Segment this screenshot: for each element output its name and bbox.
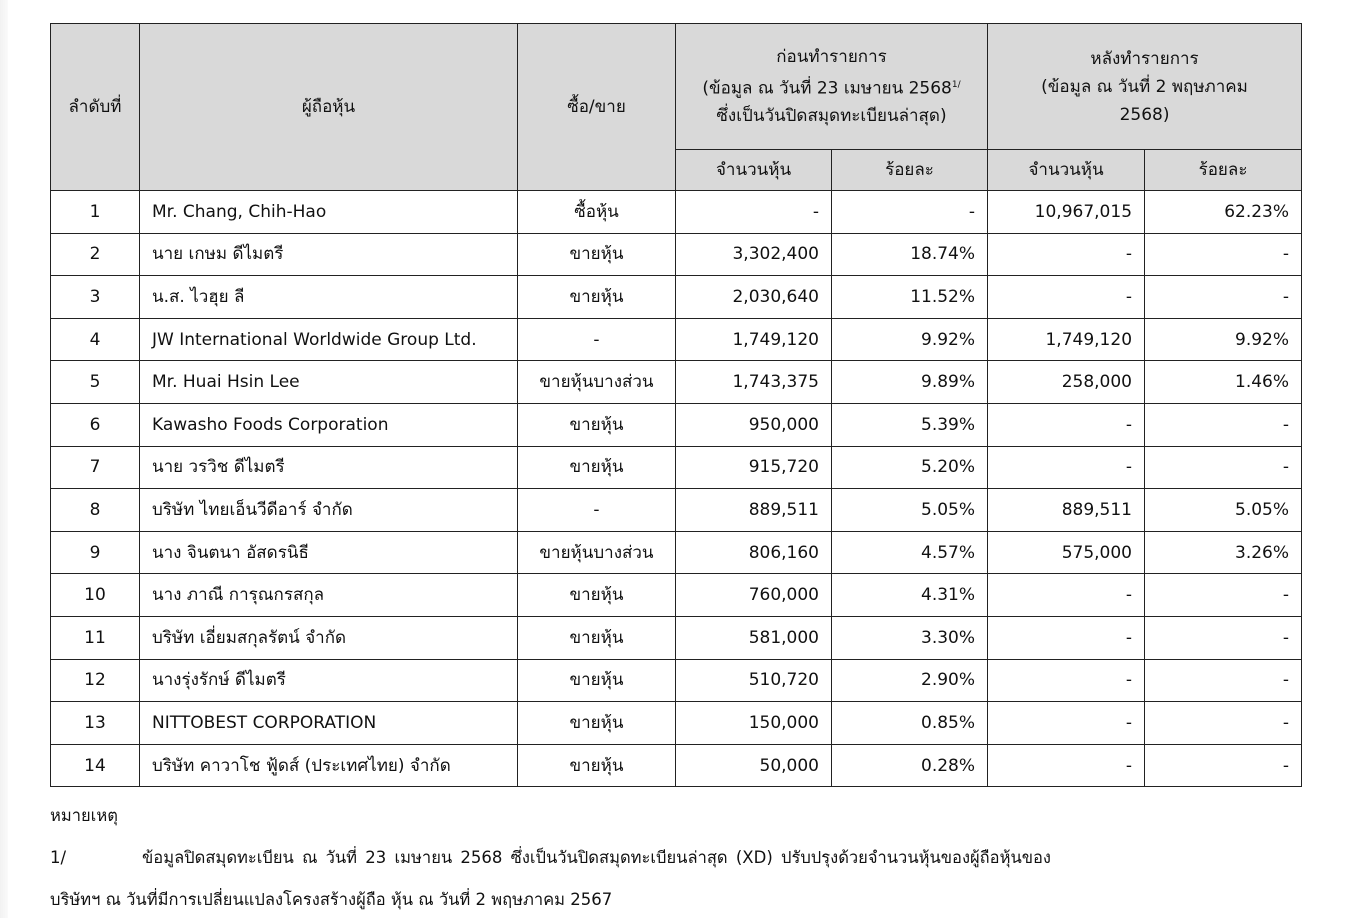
cell-rank: 6 (51, 403, 140, 446)
header-after-shares: จำนวนหุ้น (988, 150, 1145, 191)
cell-before-shares: 50,000 (676, 744, 832, 787)
shareholder-table (50, 23, 1302, 787)
cell-after-shares: 889,511 (988, 489, 1145, 532)
table-row (51, 361, 1302, 404)
header-holder: ผู้ถือหุ้น (140, 24, 518, 191)
header-before (676, 24, 988, 150)
footnote-mark: 1/ (951, 79, 961, 90)
header-before-percent: ร้อยละ (832, 150, 988, 191)
table-body (51, 191, 1302, 787)
cell-after-shares: - (988, 446, 1145, 489)
cell-after-shares: 258,000 (988, 361, 1145, 404)
cell-before-percent: 0.85% (832, 702, 988, 745)
cell-action: ขายหุ้น (518, 574, 676, 617)
cell-before-shares: 889,511 (676, 489, 832, 532)
cell-rank: 4 (51, 318, 140, 361)
cell-after-shares: - (988, 403, 1145, 446)
cell-rank: 13 (51, 702, 140, 745)
header-after-percent: ร้อยละ (1145, 150, 1302, 191)
cell-after-shares: 1,749,120 (988, 318, 1145, 361)
cell-after-percent: - (1145, 403, 1302, 446)
cell-before-percent: 5.20% (832, 446, 988, 489)
cell-holder: Mr. Huai Hsin Lee (140, 361, 518, 404)
cell-action: ขายหุ้น (518, 659, 676, 702)
header-after-line2: (ข้อมูล ณ วันที่ 2 พฤษภาคม (1041, 76, 1248, 97)
cell-action: ขายหุ้น (518, 403, 676, 446)
table-row (51, 446, 1302, 489)
cell-before-percent: 18.74% (832, 233, 988, 276)
table-row (51, 233, 1302, 276)
cell-action: ขายหุ้น (518, 702, 676, 745)
header-buy-sell: ซื้อ/ขาย (518, 24, 676, 191)
cell-after-percent: - (1145, 574, 1302, 617)
cell-holder: NITTOBEST CORPORATION (140, 702, 518, 745)
cell-before-percent: 9.92% (832, 318, 988, 361)
header-before-line1: ก่อนทำรายการ (776, 46, 887, 67)
cell-action: ซื้อหุ้น (518, 191, 676, 234)
cell-rank: 7 (51, 446, 140, 489)
cell-after-shares: - (988, 574, 1145, 617)
cell-before-shares: 950,000 (676, 403, 832, 446)
cell-action: - (518, 489, 676, 532)
footnote-text: ข้อมูลปิดสมุดทะเบียน ณ วันที่ 23 เมษายน 2568 ซึ่งเป็นวันปิดสมุดทะเบียนล่าสุด (XD) ปรับปรุงด้วยจำนวนหุ้นของผู้ถือหุ้นของ (142, 848, 1051, 867)
cell-after-percent: - (1145, 233, 1302, 276)
cell-holder: นาย วรวิช ดีไมตรี (140, 446, 518, 489)
cell-holder: นางรุ่งรักษ์ ดีไมตรี (140, 659, 518, 702)
table-row (51, 403, 1302, 446)
cell-before-shares: - (676, 191, 832, 234)
cell-action: - (518, 318, 676, 361)
table-row (51, 574, 1302, 617)
header-before-shares: จำนวนหุ้น (676, 150, 832, 191)
cell-before-percent: 2.90% (832, 659, 988, 702)
cell-after-percent: - (1145, 744, 1302, 787)
cell-after-shares: - (988, 276, 1145, 319)
table-row (51, 702, 1302, 745)
cell-before-shares: 915,720 (676, 446, 832, 489)
cell-holder: Kawasho Foods Corporation (140, 403, 518, 446)
cell-before-shares: 3,302,400 (676, 233, 832, 276)
table-row (51, 318, 1302, 361)
page-edge-shadow (0, 0, 8, 918)
cell-holder: Mr. Chang, Chih-Hao (140, 191, 518, 234)
cell-rank: 8 (51, 489, 140, 532)
cell-before-percent: 5.39% (832, 403, 988, 446)
cell-holder: JW International Worldwide Group Ltd. (140, 318, 518, 361)
cell-before-percent: 5.05% (832, 489, 988, 532)
cell-before-shares: 806,160 (676, 531, 832, 574)
header-before-date: (ข้อมูล ณ วันที่ 23 เมษายน 2568 (702, 78, 952, 99)
cell-after-shares: 10,967,015 (988, 191, 1145, 234)
cell-before-percent: 4.57% (832, 531, 988, 574)
cell-after-shares: - (988, 744, 1145, 787)
cell-after-shares: - (988, 233, 1145, 276)
cell-after-percent: - (1145, 616, 1302, 659)
cell-rank: 9 (51, 531, 140, 574)
cell-before-percent: 9.89% (832, 361, 988, 404)
header-after-line3: 2568) (1119, 104, 1170, 125)
cell-action: ขายหุ้น (518, 616, 676, 659)
cell-action: ขายหุ้น (518, 276, 676, 319)
cell-before-shares: 1,743,375 (676, 361, 832, 404)
cell-before-percent: 11.52% (832, 276, 988, 319)
cell-holder: นาง ภาณี การุณกรสกุล (140, 574, 518, 617)
cell-action: ขายหุ้นบางส่วน (518, 531, 676, 574)
cell-after-percent: 3.26% (1145, 531, 1302, 574)
cell-rank: 5 (51, 361, 140, 404)
cell-after-percent: 62.23% (1145, 191, 1302, 234)
cell-after-percent: - (1145, 276, 1302, 319)
cell-holder: นาง จินตนา อัสดรนิธี (140, 531, 518, 574)
cell-after-percent: - (1145, 446, 1302, 489)
table-row (51, 276, 1302, 319)
cell-rank: 14 (51, 744, 140, 787)
header-rank: ลำดับที่ (51, 24, 140, 191)
cell-before-percent: 4.31% (832, 574, 988, 617)
cell-rank: 12 (51, 659, 140, 702)
table-row (51, 531, 1302, 574)
table-row (51, 744, 1302, 787)
cell-rank: 3 (51, 276, 140, 319)
cell-after-percent: 9.92% (1145, 318, 1302, 361)
cell-holder: นาย เกษม ดีไมตรี (140, 233, 518, 276)
cell-after-percent: - (1145, 702, 1302, 745)
cell-holder: บริษัท คาวาโช ฟู้ดส์ (ประเทศไทย) จำกัด (140, 744, 518, 787)
cell-after-shares: - (988, 702, 1145, 745)
cell-before-percent: 3.30% (832, 616, 988, 659)
cell-action: ขายหุ้น (518, 233, 676, 276)
cell-before-percent: - (832, 191, 988, 234)
footnote-continued: บริษัทฯ ณ วันที่มีการเปลี่ยนแปลงโครงสร้างผู้ถือ หุ้น ณ วันที่ 2 พฤษภาคม 2567 (50, 890, 613, 909)
cell-holder: บริษัท เอี่ยมสกุลรัตน์ จำกัด (140, 616, 518, 659)
cell-before-shares: 760,000 (676, 574, 832, 617)
cell-before-shares: 2,030,640 (676, 276, 832, 319)
cell-action: ขายหุ้นบางส่วน (518, 361, 676, 404)
cell-before-percent: 0.28% (832, 744, 988, 787)
cell-after-shares: - (988, 616, 1145, 659)
header-before-line3: ซึ่งเป็นวันปิดสมุดทะเบียนล่าสุด) (716, 106, 947, 127)
cell-after-shares: - (988, 659, 1145, 702)
header-after (988, 24, 1302, 150)
table-row (51, 616, 1302, 659)
cell-before-shares: 581,000 (676, 616, 832, 659)
cell-after-shares: 575,000 (988, 531, 1145, 574)
cell-before-shares: 150,000 (676, 702, 832, 745)
header-after-line1: หลังทำรายการ (1090, 48, 1199, 69)
cell-action: ขายหุ้น (518, 744, 676, 787)
cell-before-shares: 510,720 (676, 659, 832, 702)
table-row (51, 191, 1302, 234)
table-header (51, 24, 1302, 191)
table-row (51, 489, 1302, 532)
notes-title: หมายเหตุ (50, 806, 118, 825)
cell-after-percent: 1.46% (1145, 361, 1302, 404)
cell-action: ขายหุ้น (518, 446, 676, 489)
cell-after-percent: - (1145, 659, 1302, 702)
cell-rank: 1 (51, 191, 140, 234)
table-row (51, 659, 1302, 702)
cell-before-shares: 1,749,120 (676, 318, 832, 361)
cell-rank: 2 (51, 233, 140, 276)
header-before-line2 (688, 71, 975, 103)
footnote-number: 1/ (50, 848, 67, 867)
cell-rank: 11 (51, 616, 140, 659)
cell-holder: น.ส. ไวฮุย ลี (140, 276, 518, 319)
cell-after-percent: 5.05% (1145, 489, 1302, 532)
cell-holder: บริษัท ไทยเอ็นวีดีอาร์ จำกัด (140, 489, 518, 532)
cell-rank: 10 (51, 574, 140, 617)
